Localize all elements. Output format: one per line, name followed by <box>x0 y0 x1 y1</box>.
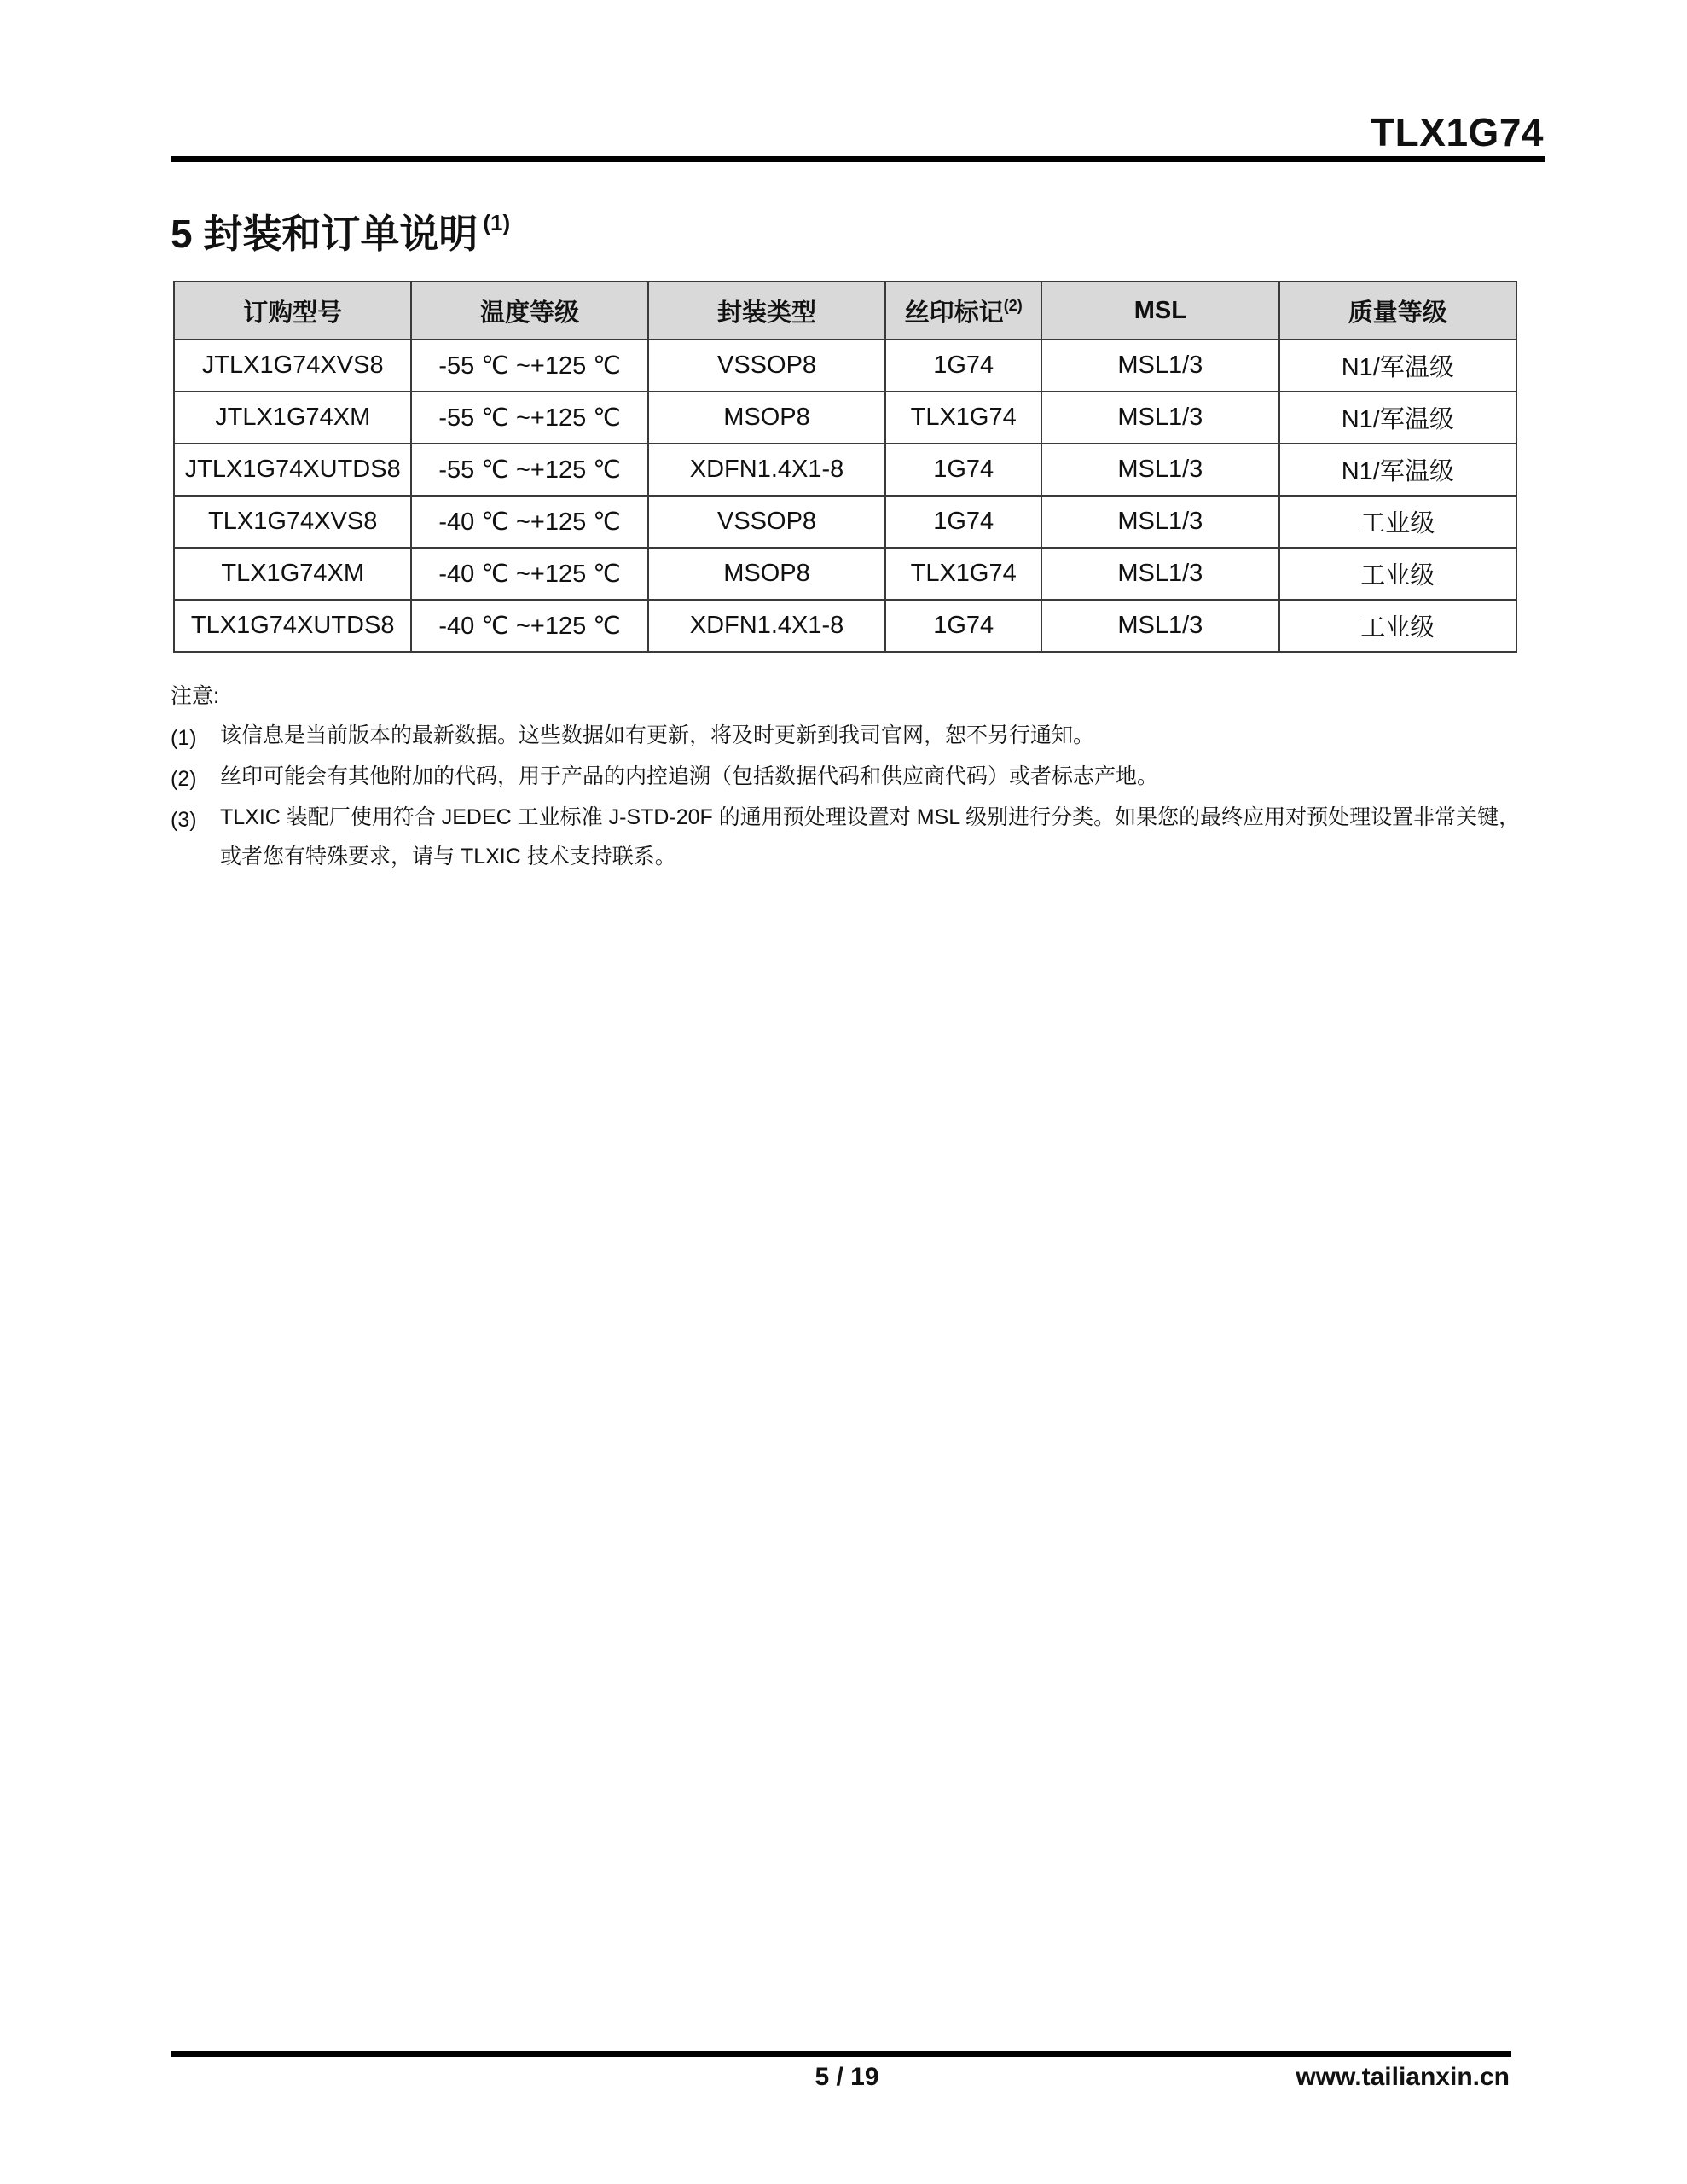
cell-quality-grade: 工业级 <box>1279 600 1516 652</box>
table-row <box>174 340 1516 392</box>
header-package-type: 封装类型 <box>648 282 885 340</box>
footer-divider <box>171 2051 1511 2057</box>
cell-marking: 1G74 <box>885 496 1041 548</box>
cell-temperature-grade: -40 ℃ ~+125 ℃ <box>411 600 647 652</box>
cell-order-model: TLX1G74XVS8 <box>174 496 411 548</box>
notes-section <box>171 682 1527 886</box>
website-link[interactable]: www.tailianxin.cn <box>1296 2063 1510 2091</box>
cell-package-type: XDFN1.4X1-8 <box>648 444 885 496</box>
cell-msl: MSL1/3 <box>1041 600 1278 652</box>
cell-msl: MSL1/3 <box>1041 340 1278 392</box>
cell-msl: MSL1/3 <box>1041 548 1278 600</box>
note-item <box>171 806 1527 876</box>
note-number: (2) <box>171 766 197 791</box>
cell-quality-grade: 工业级 <box>1279 496 1516 548</box>
note-number: (3) <box>171 807 197 832</box>
header-temperature-grade: 温度等级 <box>411 282 647 340</box>
cell-quality-grade: N1/军温级 <box>1279 340 1516 392</box>
table-row <box>174 496 1516 548</box>
cell-temperature-grade: -40 ℃ ~+125 ℃ <box>411 496 647 548</box>
table-row <box>174 392 1516 444</box>
order-info-table <box>173 281 1517 653</box>
cell-package-type: VSSOP8 <box>648 340 885 392</box>
table-header-row <box>174 282 1516 340</box>
note-number: (1) <box>171 725 197 750</box>
cell-order-model: TLX1G74XM <box>174 548 411 600</box>
note-item <box>171 765 1527 796</box>
cell-temperature-grade: -55 ℃ ~+125 ℃ <box>411 392 647 444</box>
header-marking: 丝印标记$^{(2)}$ <box>885 282 1041 340</box>
table-row <box>174 444 1516 496</box>
cell-marking: TLX1G74 <box>885 392 1041 444</box>
cell-temperature-grade: -55 ℃ ~+125 ℃ <box>411 340 647 392</box>
section-title-text: 5 封装和订单说明 <box>171 212 478 256</box>
cell-msl: MSL1/3 <box>1041 444 1278 496</box>
cell-marking: 1G74 <box>885 600 1041 652</box>
note-item <box>171 724 1527 755</box>
header-marking-footnote-ref: (2) <box>1003 296 1023 314</box>
cell-msl: MSL1/3 <box>1041 496 1278 548</box>
header-quality-grade: 质量等级 <box>1279 282 1516 340</box>
cell-marking: 1G74 <box>885 444 1041 496</box>
note-text: 该信息是当前版本的最新数据。这些数据如有更新，将及时更新到我司官网，恕不另行通知。 <box>220 723 1095 747</box>
note-text: TLXIC 装配厂使用符合 JEDEC 工业标准 J-STD-20F 的通用预处理设置对 MSL 级别进行分类。如果您的最终应用对预处理设置非常关键，或者您有特殊要求，请与 TLXIC 技术支持联系。 <box>220 804 1521 868</box>
section-title <box>171 203 510 259</box>
header-order-model: 订购型号 <box>174 282 411 340</box>
cell-package-type: VSSOP8 <box>648 496 885 548</box>
cell-order-model: JTLX1G74XVS8 <box>174 340 411 392</box>
table-row <box>174 548 1516 600</box>
cell-package-type: MSOP8 <box>648 392 885 444</box>
cell-order-model: JTLX1G74XUTDS8 <box>174 444 411 496</box>
document-header-title: TLX1G74 <box>1371 110 1544 154</box>
cell-order-model: JTLX1G74XM <box>174 392 411 444</box>
note-text: 丝印可能会有其他附加的代码，用于产品的内控追溯（包括数据代码和供应商代码）或者标志产地。 <box>220 764 1159 788</box>
cell-quality-grade: N1/军温级 <box>1279 444 1516 496</box>
notes-heading: 注意: <box>171 684 219 708</box>
cell-quality-grade: N1/军温级 <box>1279 392 1516 444</box>
cell-package-type: XDFN1.4X1-8 <box>648 600 885 652</box>
section-title-footnote-ref: (1) <box>483 210 511 235</box>
page-number: 5 / 19 <box>815 2063 879 2091</box>
table-row <box>174 600 1516 652</box>
cell-msl: MSL1/3 <box>1041 392 1278 444</box>
cell-package-type: MSOP8 <box>648 548 885 600</box>
cell-marking: TLX1G74 <box>885 548 1041 600</box>
cell-quality-grade: 工业级 <box>1279 548 1516 600</box>
cell-temperature-grade: -55 ℃ ~+125 ℃ <box>411 444 647 496</box>
cell-marking: 1G74 <box>885 340 1041 392</box>
cell-temperature-grade: -40 ℃ ~+125 ℃ <box>411 548 647 600</box>
header-divider <box>171 156 1545 162</box>
cell-order-model: TLX1G74XUTDS8 <box>174 600 411 652</box>
header-msl: MSL <box>1041 282 1278 340</box>
